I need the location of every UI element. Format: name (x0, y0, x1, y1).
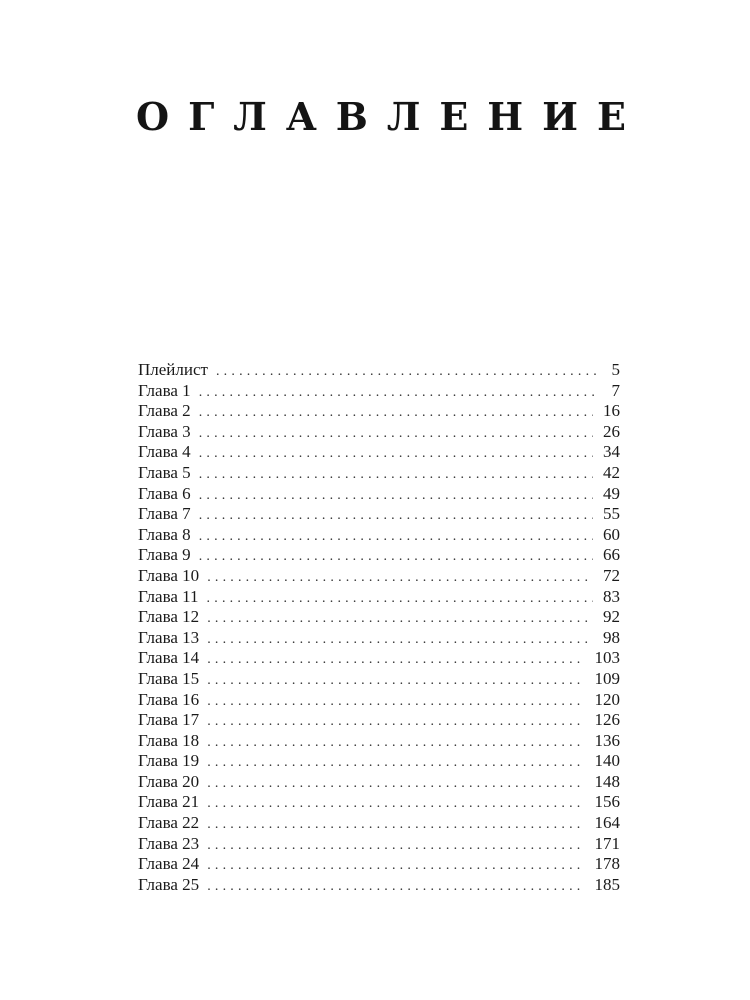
toc-entry-title: Глава 11 (138, 586, 199, 606)
toc-entry[interactable] (138, 731, 620, 752)
toc-entry-page: 156 (594, 792, 620, 812)
toc-entry[interactable] (138, 834, 620, 855)
toc-entry-page: 49 (603, 483, 620, 503)
toc-entry-page: 120 (594, 689, 620, 709)
toc-entry-title: Глава 8 (138, 524, 191, 544)
toc-entry-title: Плейлист (138, 360, 208, 379)
toc-entry[interactable] (138, 442, 620, 463)
toc-entry-page: 66 (603, 545, 620, 565)
page-title-letter: Е (597, 94, 626, 139)
toc-leader-dots (199, 486, 593, 507)
toc-leader-dots (199, 403, 593, 424)
toc-entry-title: Глава 14 (138, 648, 200, 668)
toc-entry-title: Глава 6 (138, 483, 191, 503)
toc-leader-dots (207, 589, 593, 610)
toc-entry-page: 148 (594, 771, 620, 791)
toc-leader-dots (207, 794, 584, 815)
toc-entry-title: Глава 2 (138, 401, 191, 421)
page-title-letter: Г (188, 94, 215, 139)
toc-entry[interactable] (138, 381, 620, 402)
toc-entry[interactable] (138, 463, 620, 484)
page-title-letter: И (542, 94, 579, 139)
toc-entry[interactable] (138, 628, 620, 649)
toc-leader-dots (207, 836, 584, 857)
toc-leader-dots (207, 671, 584, 692)
toc-entry[interactable] (138, 772, 620, 793)
toc-entry-page: 5 (611, 360, 620, 379)
toc-entry-page: 92 (603, 607, 620, 627)
toc-entry-title: Глава 10 (138, 565, 200, 585)
toc-entry-title: Глава 12 (138, 607, 200, 627)
toc-entry-title: Глава 4 (138, 442, 191, 462)
toc-entry-title: Глава 16 (138, 689, 200, 709)
toc-entry-title: Глава 24 (138, 854, 200, 874)
toc-entry-title: Глава 1 (138, 380, 191, 400)
toc-entry-page: 164 (594, 813, 620, 833)
toc-entry-title: Глава 3 (138, 421, 191, 441)
toc-leader-dots (207, 630, 593, 651)
page-title-letter: О (136, 94, 170, 139)
page-title-letter: Н (487, 94, 524, 139)
toc-leader-dots (207, 774, 584, 795)
toc-entry[interactable] (138, 607, 620, 628)
toc-leader-dots (199, 424, 593, 445)
toc-entry-page: 7 (611, 380, 620, 400)
toc-entry[interactable] (138, 504, 620, 525)
toc-leader-dots (199, 547, 593, 568)
toc-leader-dots (207, 815, 584, 836)
toc-leader-dots (199, 465, 593, 486)
toc-entry-title: Глава 22 (138, 813, 200, 833)
toc-entry-page: 55 (603, 504, 620, 524)
toc-entry-page: 136 (594, 730, 620, 750)
toc-leader-dots (207, 712, 584, 733)
toc-entry-page: 126 (594, 710, 620, 730)
toc-entry-page: 171 (594, 833, 620, 853)
toc-entry[interactable] (138, 484, 620, 505)
toc-leader-dots (207, 568, 593, 589)
toc-entry-title: Глава 9 (138, 545, 191, 565)
toc-entry-page: 16 (603, 401, 620, 421)
toc-entry-page: 109 (594, 668, 620, 688)
toc-entry-title: Глава 20 (138, 771, 200, 791)
toc-entry[interactable] (138, 792, 620, 813)
toc-entry-title: Глава 25 (138, 874, 200, 894)
toc-entry-title: Глава 5 (138, 462, 191, 482)
toc-leader-dots (207, 692, 584, 713)
toc-entry[interactable] (138, 710, 620, 731)
toc-entry-page: 26 (603, 421, 620, 441)
page-title-letter: А (285, 94, 317, 139)
toc-entry-title: Глава 15 (138, 668, 200, 688)
toc-entry-page: 178 (594, 854, 620, 874)
page-title-letter: В (335, 94, 368, 139)
toc-leader-dots (199, 527, 593, 548)
page-title (136, 92, 626, 142)
toc-leader-dots (216, 362, 596, 383)
toc-entry-page: 60 (603, 524, 620, 544)
toc-entry-title: Глава 19 (138, 751, 200, 771)
toc-leader-dots (207, 733, 584, 754)
toc-leader-dots (199, 444, 593, 465)
toc-entry[interactable] (138, 690, 620, 711)
toc-entry[interactable] (138, 566, 620, 587)
toc-leader-dots (199, 506, 593, 527)
toc-entry-page: 185 (594, 874, 620, 894)
toc-entry[interactable] (138, 854, 620, 875)
page-title-letter: Л (233, 94, 267, 139)
toc-entry-title: Глава 23 (138, 833, 200, 853)
toc-entry-title: Глава 7 (138, 504, 191, 524)
toc-entry[interactable] (138, 545, 620, 566)
toc-leader-dots (207, 877, 584, 898)
table-of-contents (138, 360, 620, 895)
toc-entry-title: Глава 21 (138, 792, 200, 812)
toc-leader-dots (207, 650, 584, 671)
toc-entry[interactable] (138, 813, 620, 834)
toc-entry[interactable] (138, 587, 620, 608)
toc-entry-page: 98 (603, 627, 620, 647)
toc-entry-page: 140 (594, 751, 620, 771)
toc-leader-dots (207, 609, 593, 630)
toc-entry[interactable] (138, 360, 620, 381)
toc-entry[interactable] (138, 669, 620, 690)
page-title-letter: Е (439, 94, 469, 139)
toc-entry-title: Глава 17 (138, 710, 200, 730)
toc-entry[interactable] (138, 525, 620, 546)
toc-leader-dots (207, 856, 584, 877)
toc-leader-dots (199, 383, 596, 404)
page-title-letter: Л (386, 94, 421, 139)
toc-entry-page: 72 (603, 565, 620, 585)
toc-entry-page: 34 (603, 442, 620, 462)
toc-entry[interactable] (138, 422, 620, 443)
toc-entry-page: 42 (603, 462, 620, 482)
toc-leader-dots (207, 753, 584, 774)
toc-entry-title: Глава 13 (138, 627, 200, 647)
toc-entry[interactable] (138, 401, 620, 422)
toc-entry-title: Глава 18 (138, 730, 200, 750)
toc-entry-page: 103 (594, 648, 620, 668)
toc-entry[interactable] (138, 875, 620, 896)
toc-entry[interactable] (138, 648, 620, 669)
toc-entry-page: 83 (603, 586, 620, 606)
toc-entry[interactable] (138, 751, 620, 772)
